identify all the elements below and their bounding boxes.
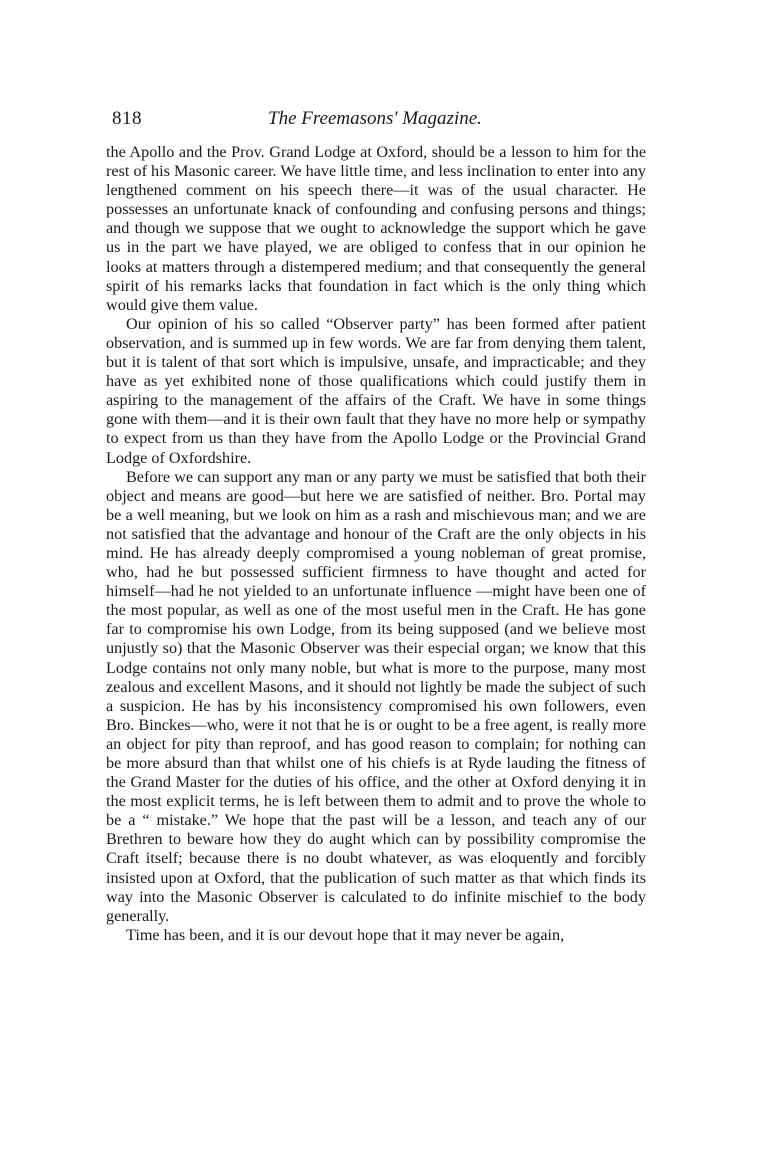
paragraph-4: Time has been, and it is our devout hope that it may never be again, [126, 925, 565, 944]
paragraph-2: Our opinion of his so called “Observer party” has been formed after patient observation, and is summed up in few words. We are far from denying them talent, but it is talent of that sort which is impulsive, unsafe, and impracticable; and they have as yet exhibited none of those qualifications which could justify them in aspiring to the management of the affairs of the Craft. We have in some things gone with them—and it is their own fault that they have no more help or sympathy to expect from us than they have from the Apollo Lodge or the Provincial Grand Lodge of Oxfordshire. [106, 314, 646, 467]
running-title: The Freemasons' Magazine. [268, 108, 482, 129]
page-header [106, 108, 646, 136]
article-body [106, 143, 646, 945]
paragraph-1: the Apollo and the Prov. Grand Lodge at Oxford, should be a lesson to him for the rest of his Masonic career. We have little time, and less inclination to enter into any lengthened comment on his speech there—it was of the usual character. He possesses an unfortunate knack of confounding and confusing persons and things; and though we suppose that we ought to acknowledge the support which he gave us in the part we have played, we are obliged to confess that in our opinion he looks at matters through a distempered medium; and that consequently the general spirit of his remarks lacks that foundation in fact which is the only thing which would give them value. [106, 143, 646, 314]
paragraph-3: Before we can support any man or any party we must be satisfied that both their object and means are good—but here we are satisfied of neither. Bro. Portal may be a well meaning, but we look on him as a rash and mischievous man; and we are not satisfied that the advantage and honour of the Craft are the only objects in his mind. He has already deeply compromised a young nobleman of great promise, who, had he but possessed sufficient firmness to have thought and acted for himself—had he not yielded to an unfortunate influence —might have been one of the most popular, as well as one of the most useful men in the Craft. He has gone far to compromise his own Lodge, from its being supposed (and we believe most unjustly so) that the Masonic Observer was their especial organ; we know that this Lodge contains not only many noble, but what is more to the purpose, many most zealous and excellent Masons, and it should not lightly be made the subject of such a suspicion. He has by his inconsistency compromised his own followers, even Bro. Binckes—who, were it not that he is or ought to be a free agent, is really more an object for pity than reproof, and has good reason to complain; for nothing can be more absurd than that whilst one of his chiefs is at Ryde lauding the fitness of the Grand Master for the duties of his office, and the other at Oxford denying it in the most explicit terms, he is left between them to admit and to prove the whole to be a “ mistake.” We hope that the past will be a lesson, and teach any of our Brethren to beware how they do aught which can by possibility compromise the Craft itself; because there is no doubt whatever, as was eloquently and forcibly insisted upon at Oxford, that the publication of such matter as that which finds its way into the Masonic Observer is calculated to do infinite mischief to the body generally. [106, 467, 646, 925]
page-number: 818 [112, 108, 142, 129]
